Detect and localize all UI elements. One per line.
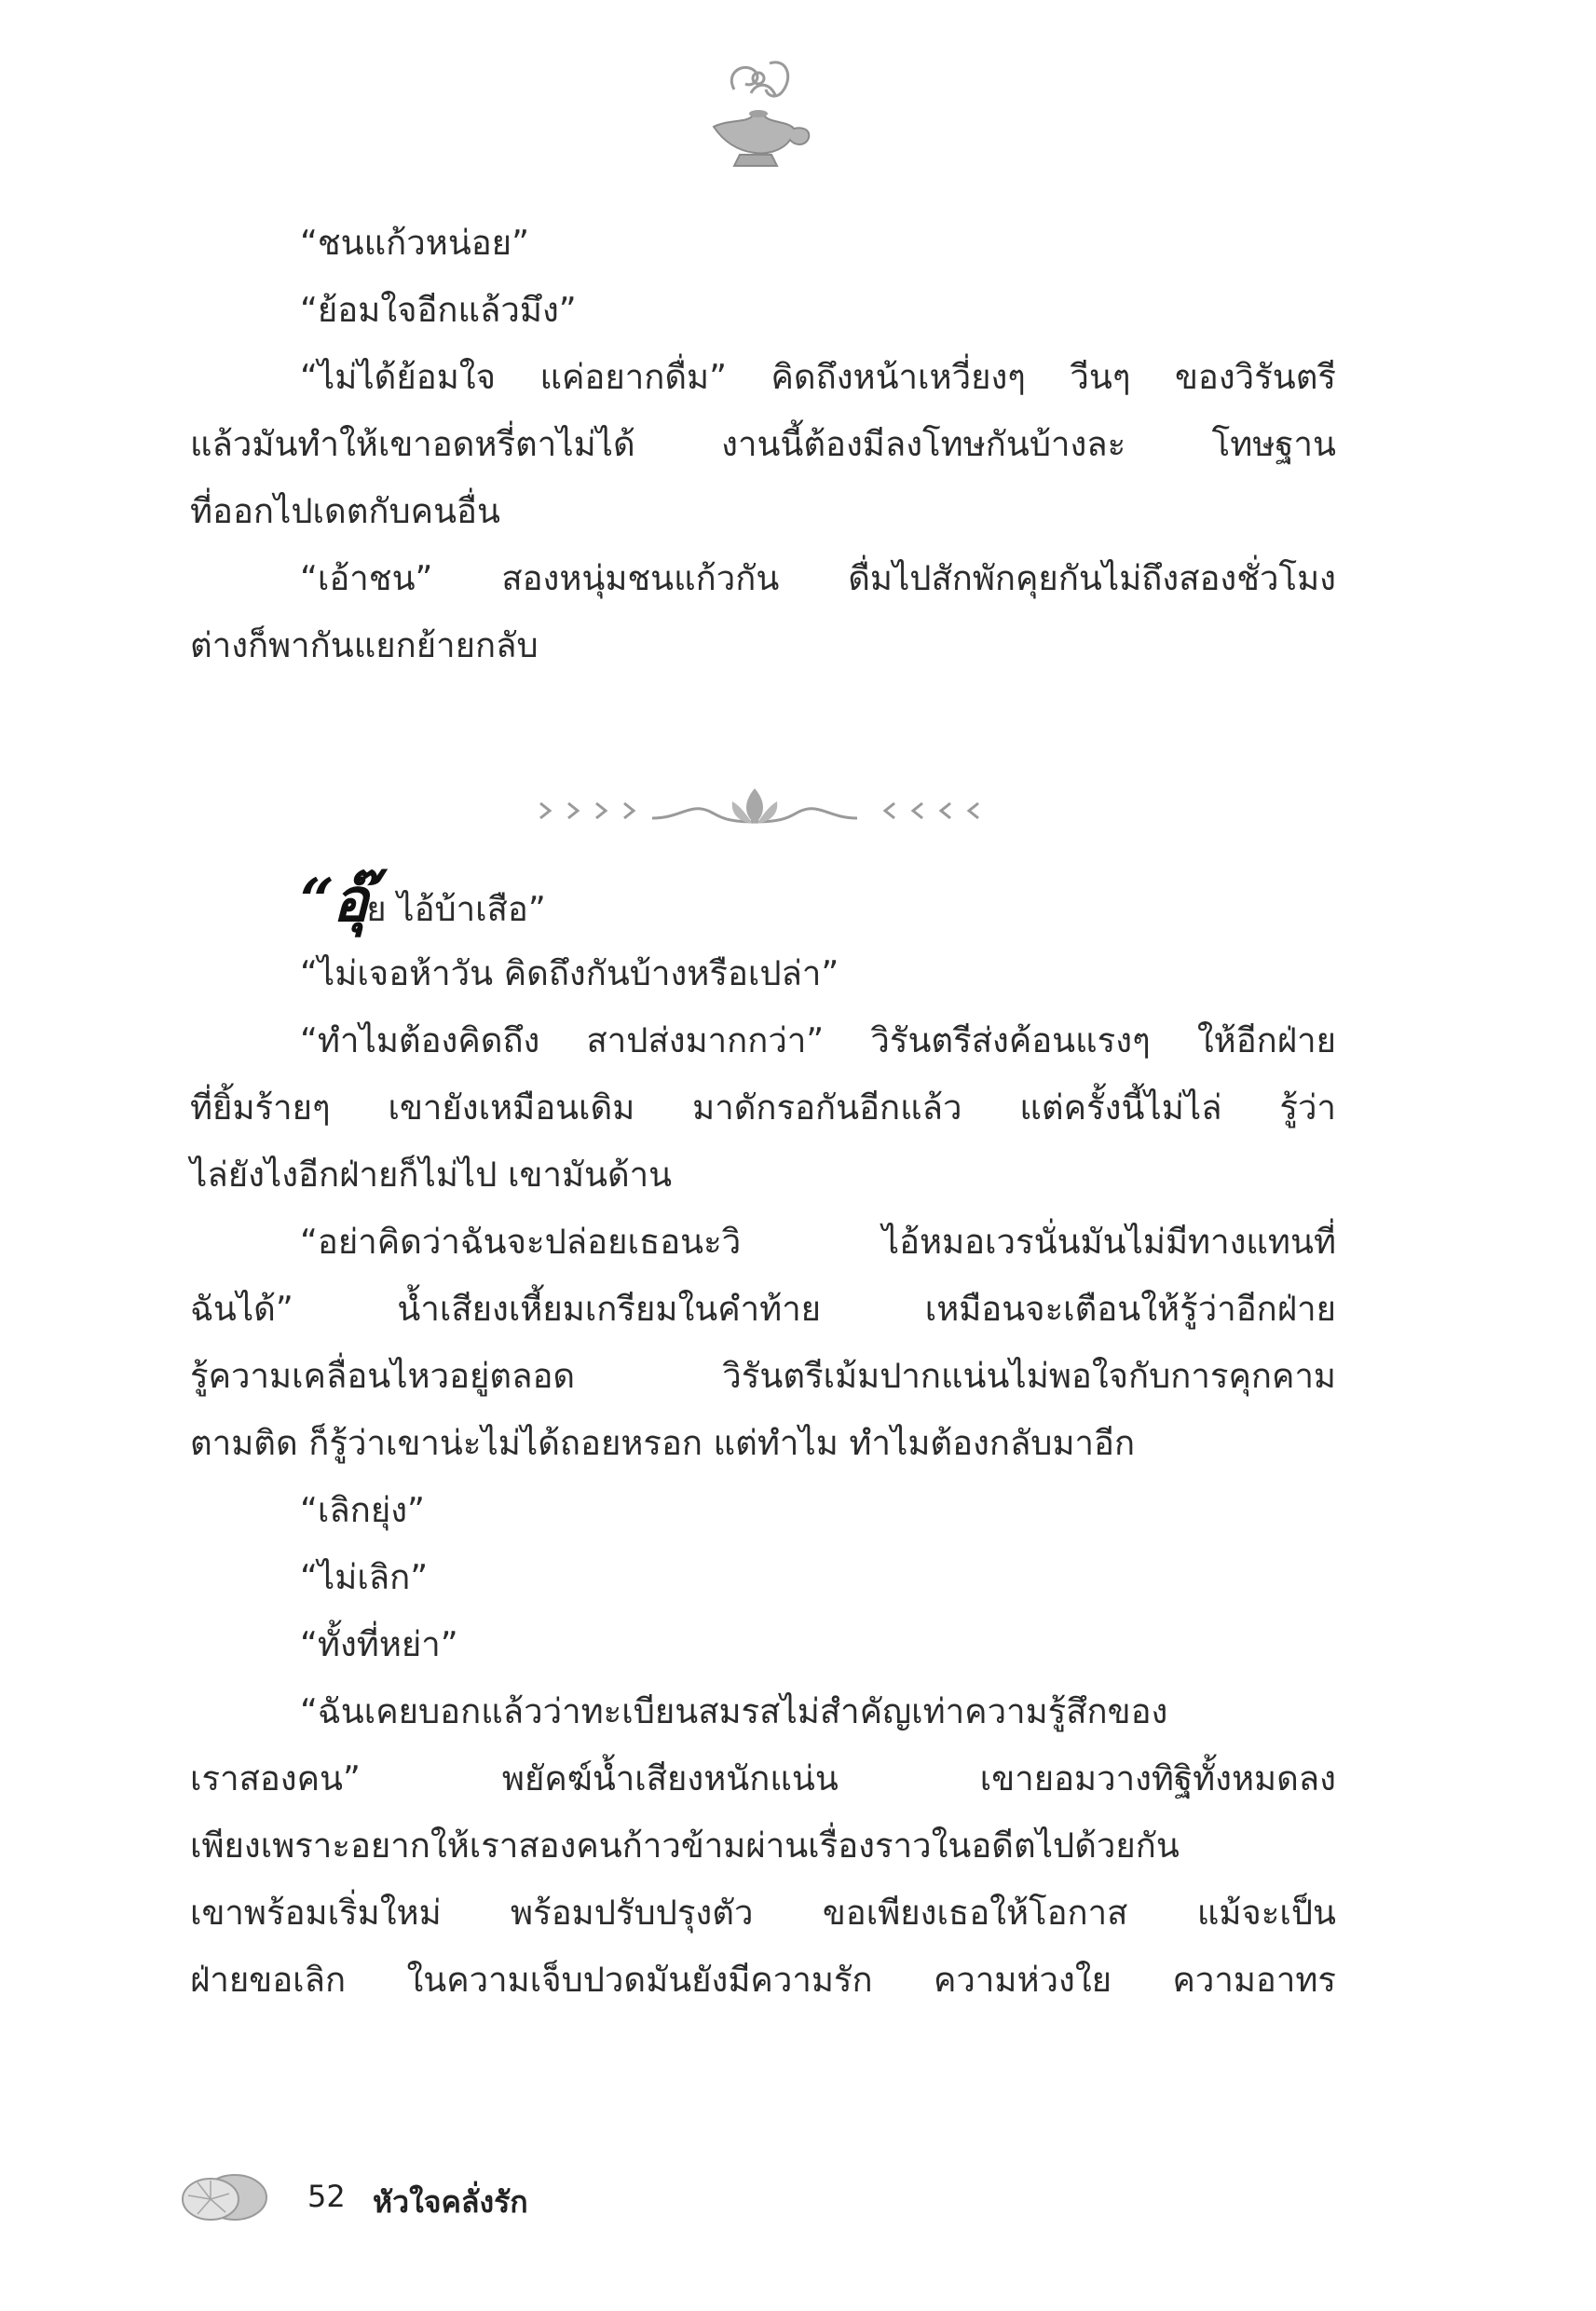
paragraph-line: “ทำไมต้องคิดถึง สาปส่งมากกว่า” วิรันตรีส่งค้อนแรงๆ ให้อีกฝ่าย [300, 1020, 1336, 1060]
paragraph-line: “ทั้งที่หย่า” [300, 1624, 458, 1664]
book-title: หัวใจคลั่งรัก [373, 2184, 528, 2220]
body-text-block-1 [190, 210, 1336, 679]
paragraph-line: เขาพร้อมเริ่มใหม่ พร้อมปรับปรุงตัว ขอเพียงเธอให้โอกาส แม้จะเป็น [190, 1893, 1336, 1933]
paragraph-line: ไล่ยังไงอีกฝ่ายก็ไม่ไป เขามันด้าน [190, 1155, 673, 1195]
paragraph-line: “ชนแก้วหน่อย” [300, 223, 529, 263]
paragraph-line: ที่ยิ้มร้ายๆ เขายังเหมือนเดิม มาดักรอกันอีกแล้ว แต่ครั้งนี้ไม่ไล่ รู้ว่า [190, 1087, 1336, 1128]
paragraph-line: “ไม่ได้ย้อมใจ แค่อยากดื่ม” คิดถึงหน้าเหวี่ยงๆ วีนๆ ของวิรันตรี [300, 357, 1336, 397]
drop-cap-line [190, 862, 1336, 940]
genie-lamp-icon [697, 54, 820, 175]
drop-cap: “อุ๊ [300, 866, 367, 936]
paragraph-line: “ฉันเคยบอกแล้วว่าทะเบียนสมรสไม่สำคัญเท่าความรู้สึกของ [300, 1691, 1168, 1731]
page-number: 52 [307, 2179, 346, 2214]
paragraph-line: รู้ความเคลื่อนไหวอยู่ตลอด วิรันตรีเม้มปากแน่นไม่พอใจกับการคุกคาม [190, 1356, 1336, 1396]
floral-divider-icon [522, 785, 988, 837]
paragraph-line: “ไม่เลิก” [300, 1557, 429, 1597]
paragraph-line: ตามติด ก็รู้ว่าเขาน่ะไม่ได้ถอยหรอก แต่ทำไม ทำไมต้องกลับมาอีก [190, 1423, 1136, 1463]
paragraph-line: ที่ออกไปเดตกับคนอื่น [190, 491, 500, 531]
paragraph-line: “เลิกยุ่ง” [300, 1490, 425, 1530]
paragraph-line: เราสองคน” พยัคฆ์น้ำเสียงหนักแน่น เขายอมวางทิฐิทั้งหมดลง [190, 1758, 1336, 1798]
page-footer [177, 2171, 643, 2227]
paragraph-line: “อย่าคิดว่าฉันจะปล่อยเธอนะวิ ไอ้หมอเวรนั่นมันไม่มีทางแทนที่ [300, 1222, 1336, 1262]
paragraph-line: แล้วมันทำให้เขาอดหรี่ตาไม่ได้ งานนี้ต้องมีลงโทษกันบ้างละ โทษฐาน [190, 424, 1336, 464]
paragraph-line: ฝ่ายขอเลิก ในความเจ็บปวดมันยังมีความรัก ความห่วงใย ความอาทร [190, 1960, 1336, 2000]
paragraph-line: “เอ้าชน” สองหนุ่มชนแก้วกัน ดื่มไปสักพักคุยกันไม่ถึงสองชั่วโมง [300, 558, 1336, 598]
paragraph-line: ต่างก็พากันแยกย้ายกลับ [190, 625, 539, 665]
body-text-block-2 [190, 862, 1336, 2014]
paragraph-line: “ย้อมใจอีกแล้วมึง” [300, 290, 577, 330]
paragraph-line: “ไม่เจอห้าวัน คิดถึงกันบ้างหรือเปล่า” [300, 953, 839, 993]
drop-cap-rest: ย ไอ้บ้าเสือ” [366, 889, 546, 929]
paragraph-line: ฉันได้” น้ำเสียงเหี้ยมเกรียมในคำท้าย เหมือนจะเตือนให้รู้ว่าอีกฝ่าย [190, 1289, 1336, 1329]
citrus-slice-icon [177, 2171, 270, 2223]
paragraph-line: เพียงเพราะอยากให้เราสองคนก้าวข้ามผ่านเรื่องราวในอดีตไปด้วยกัน [190, 1826, 1180, 1866]
